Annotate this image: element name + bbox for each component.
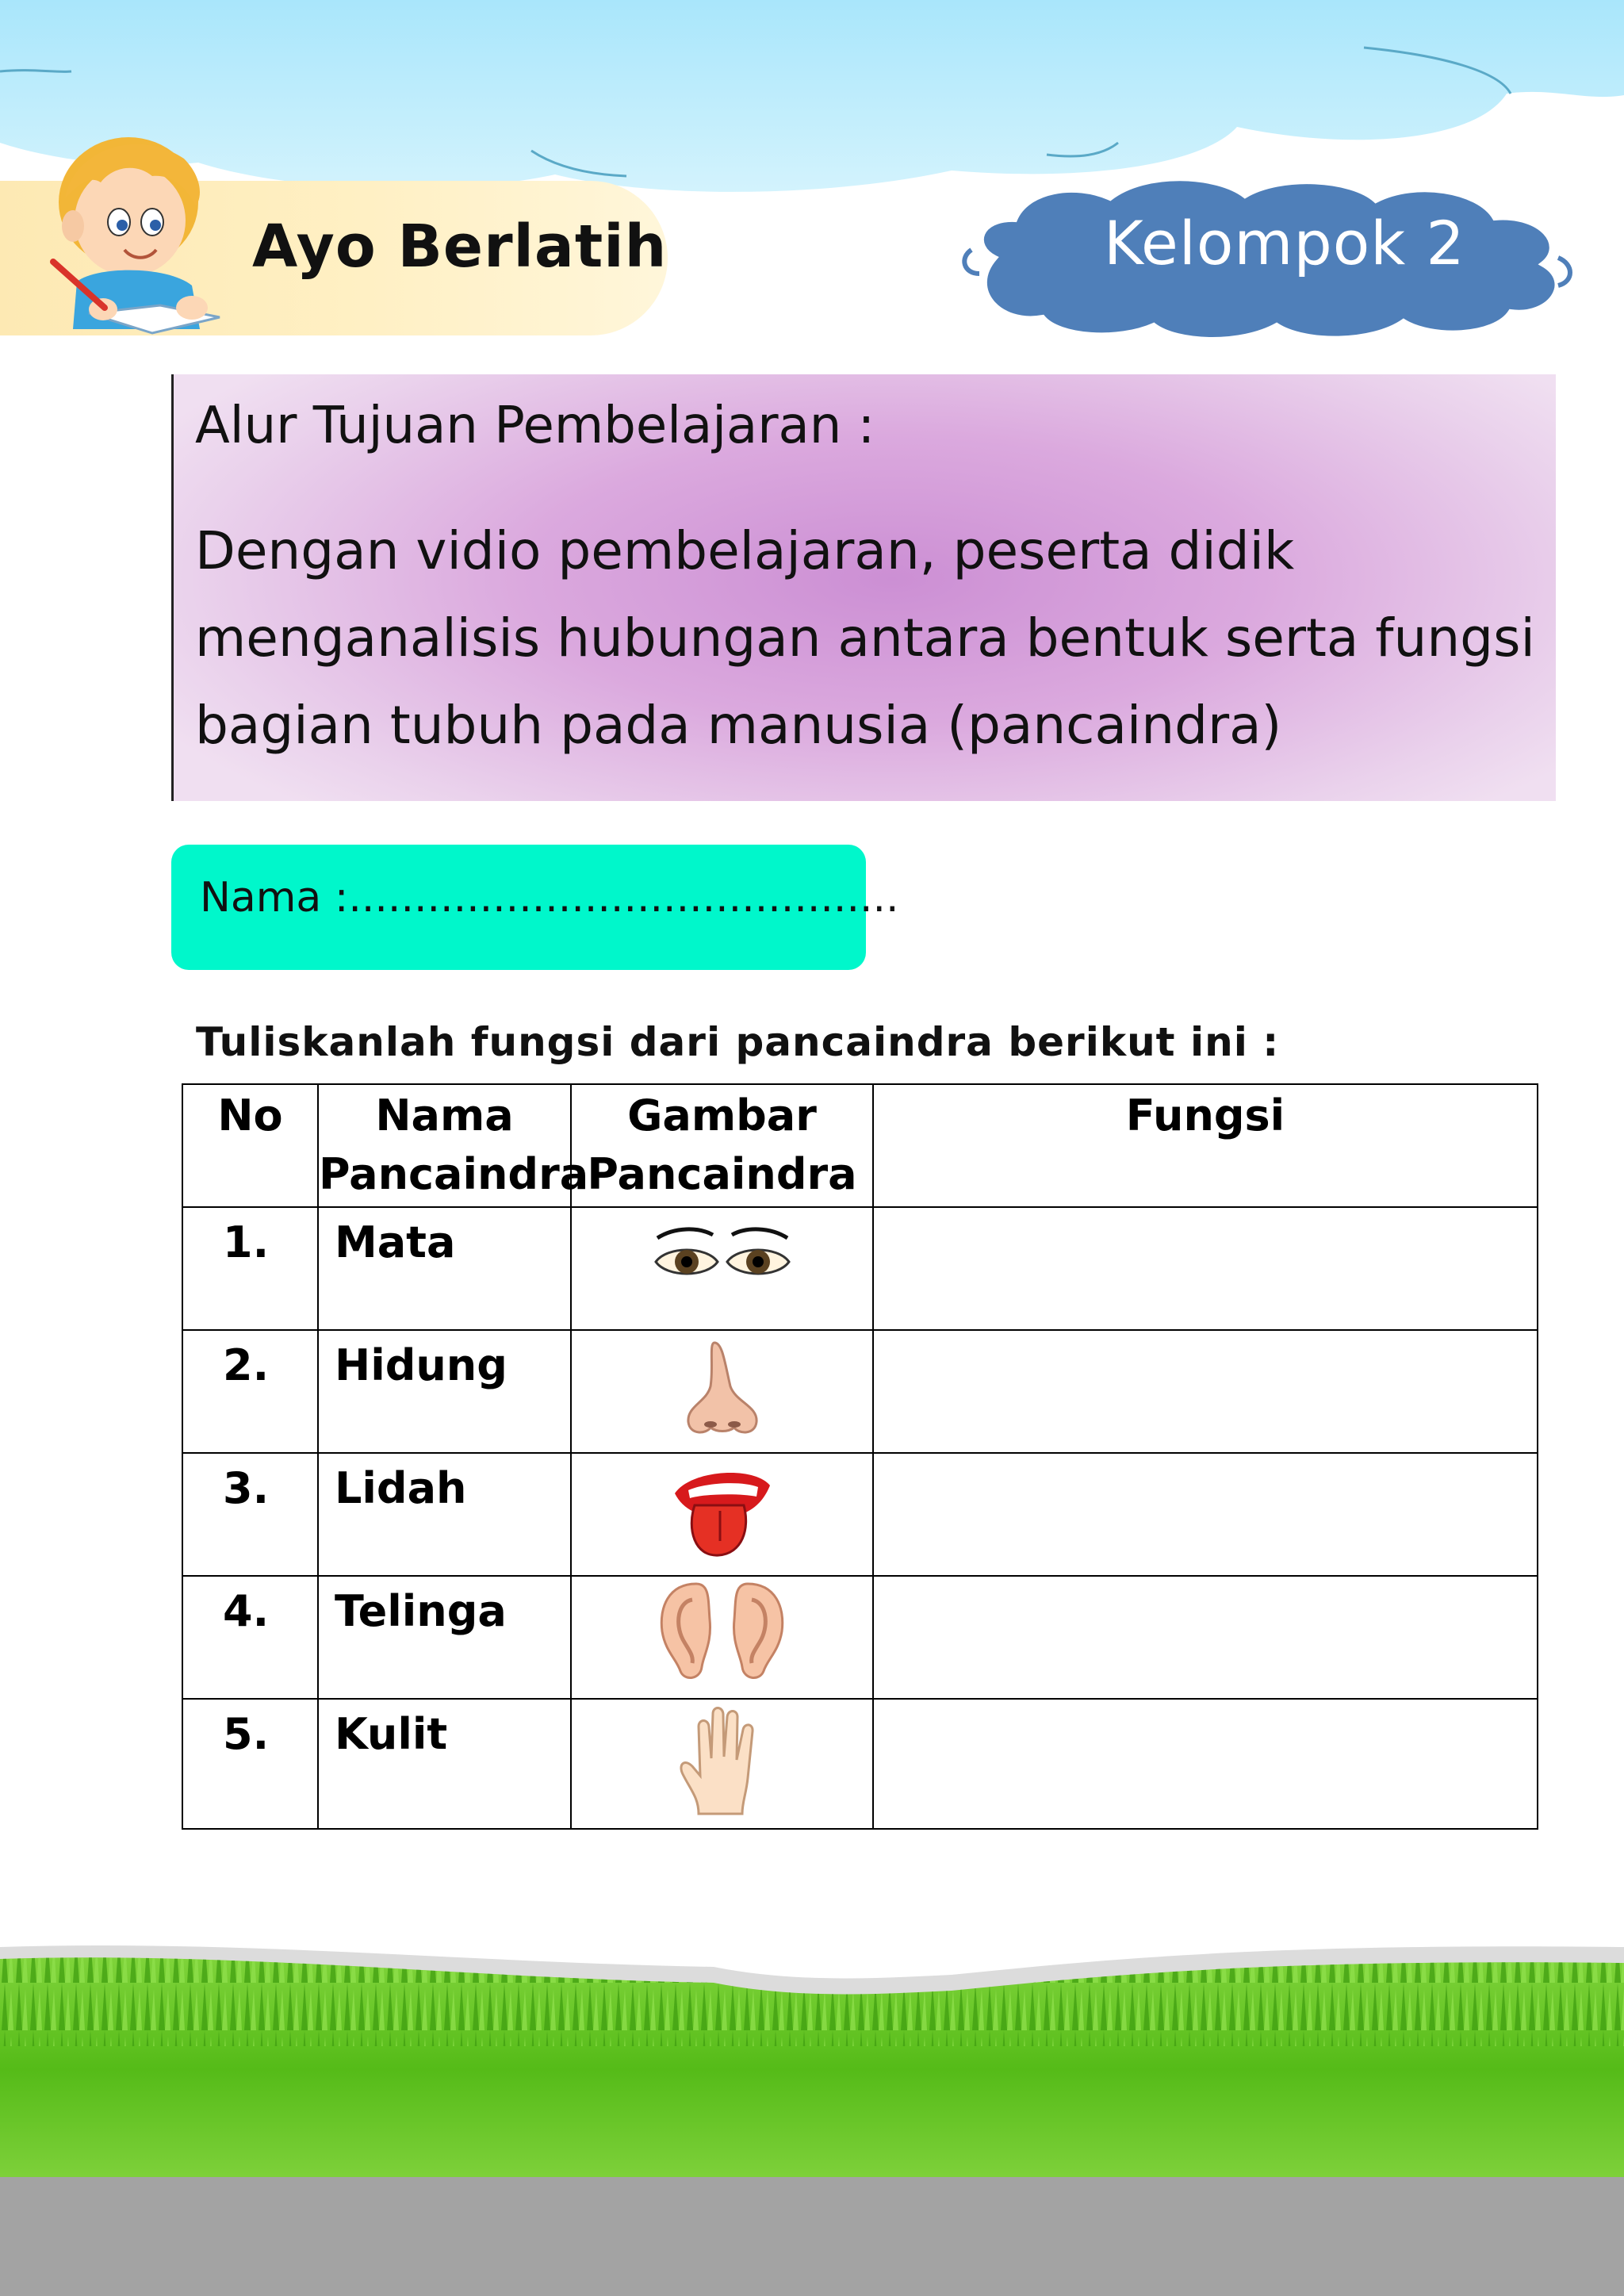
header-no: No	[182, 1084, 318, 1207]
ears-icon	[653, 1580, 791, 1683]
instruction-text: Tuliskanlah fungsi dari pancaindra berikut ini :	[196, 1019, 1280, 1065]
row-number: 2.	[182, 1330, 318, 1453]
header-function: Fungsi	[873, 1084, 1538, 1207]
function-answer-cell[interactable]	[873, 1699, 1538, 1829]
sense-image-cell	[571, 1330, 873, 1453]
sense-image-cell	[571, 1453, 873, 1576]
sense-image-cell	[571, 1699, 873, 1829]
sense-image-cell	[571, 1207, 873, 1330]
ground-strip	[0, 2177, 1624, 2296]
header-image: Gambar Pancaindra	[571, 1084, 873, 1207]
table-row	[182, 1453, 1538, 1576]
boy-writing-illustration	[41, 119, 239, 341]
grass-border	[0, 1935, 1624, 2181]
objective-line: Dengan vidio pembelajaran, peserta didik	[195, 520, 1295, 581]
page-title: Ayo Berlatih	[252, 213, 668, 281]
table-row	[182, 1207, 1538, 1330]
sense-name: Hidung	[318, 1330, 571, 1453]
objective-text	[195, 508, 1535, 769]
objective-line: menganalisis hubungan antara bentuk serta fungsi	[195, 608, 1535, 669]
name-field-label: Nama :..........................................	[200, 874, 899, 922]
table-row	[182, 1576, 1538, 1699]
hand-icon	[675, 1703, 770, 1818]
header-name: Nama Pancaindra	[318, 1084, 571, 1207]
row-number: 1.	[182, 1207, 318, 1330]
group-label: Kelompok 2	[1104, 208, 1465, 278]
table-row	[182, 1699, 1538, 1829]
table-row	[182, 1330, 1538, 1453]
function-answer-cell[interactable]	[873, 1330, 1538, 1453]
tongue-icon	[671, 1462, 774, 1561]
sense-image-cell	[571, 1576, 873, 1699]
function-answer-cell[interactable]	[873, 1576, 1538, 1699]
table-header-row	[182, 1084, 1538, 1207]
row-number: 3.	[182, 1453, 318, 1576]
eyes-icon	[651, 1222, 794, 1294]
function-answer-cell[interactable]	[873, 1207, 1538, 1330]
sense-name: Telinga	[318, 1576, 571, 1699]
row-number: 5.	[182, 1699, 318, 1829]
sense-name: Lidah	[318, 1453, 571, 1576]
sense-name: Kulit	[318, 1699, 571, 1829]
row-number: 4.	[182, 1576, 318, 1699]
function-answer-cell[interactable]	[873, 1453, 1538, 1576]
senses-table	[182, 1083, 1538, 1830]
sense-name: Mata	[318, 1207, 571, 1330]
objective-line: bagian tubuh pada manusia (pancaindra)	[195, 695, 1282, 756]
nose-icon	[679, 1339, 766, 1438]
objective-title: Alur Tujuan Pembelajaran :	[195, 397, 875, 455]
